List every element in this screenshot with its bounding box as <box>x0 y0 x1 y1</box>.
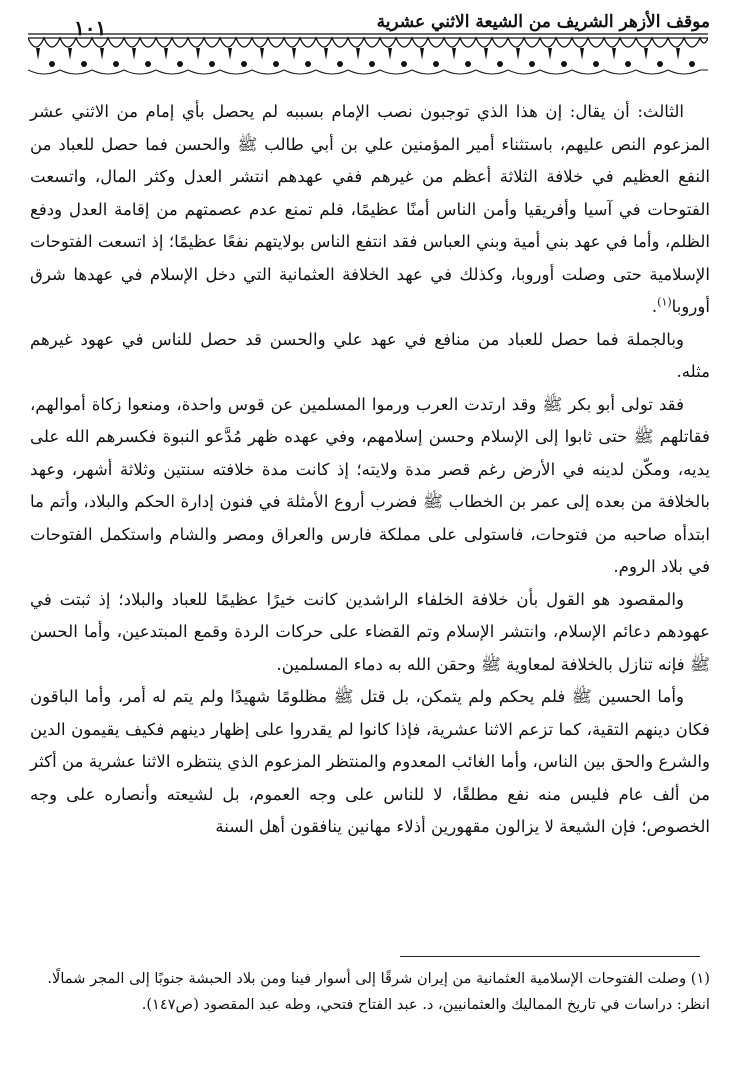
page-number: ١٠١ <box>74 16 107 40</box>
body-text <box>30 96 710 844</box>
footnote <box>30 966 710 1018</box>
footnote-line-1: (١) وصلت الفتوحات الإسلامية العثمانية من إيران شرقًا إلى أسوار فينا ومن بلاد الحبشة جنوبًا إلى المجر شمالًا. <box>47 970 710 987</box>
footnote-marker[interactable]: (١) <box>657 295 672 309</box>
running-title: موقف الأزهر الشريف من الشيعة الاثني عشرية <box>376 12 710 32</box>
paragraph-4: والمقصود هو القول بأن خلافة الخلفاء الراشدين كانت خيرًا عظيمًا للعباد والبلاد؛ إذ ثبتت في عهودهم دعائم الإسلام، وانتشر الإسلام وتم القضاء على حركات الردة وقمع المبتدعين، وأما الحسن ﷺ فإنه تنازل بالخلافة لمعاوية ﷺ وحقن الله به دماء المسلمين. <box>30 589 710 674</box>
footnote-line-2: انظر: دراسات في تاريخ المماليك والعثمانيين، د. عبد الفتاح فتحي، وطه عبد المقصود (ص١٤٧). <box>141 996 710 1013</box>
paragraph-2: وبالجملة فما حصل للعباد من منافع في عهد علي والحسن قد حصل للناس في عهود غيرهم مثله. <box>30 329 710 381</box>
paragraph-3: فقد تولى أبو بكر ﷺ وقد ارتدت العرب ورموا المسلمين عن قوس واحدة، ومنعوا زكاة أموالهم، فقاتلهم ﷺ حتى ثابوا إلى الإسلام وحسن إسلامهم، وفي عهده ظهر مُدَّعو النبوة فكسرهم الله على يديه، ومكّن لدينه في الأرض رغم قصر مدة ولايته؛ إذ كانت مدة خلافته سنتين وثلاثة أشهر، وعهد بالخلافة من بعده إلى عمر بن الخطاب ﷺ فضرب أروع الأمثلة في فنون إدارة الحكم والبلاد، وأتم ما ابتدأه صاحبه من فتوحات، فاستولى على مملكة فارس والعراق ومصر والشام واستكمل الفتوحات في بلاد الروم. <box>30 394 710 576</box>
arabesque-ornament-icon <box>28 30 708 78</box>
footnote-divider <box>400 956 700 957</box>
paragraph-1: الثالث: أن يقال: إن هذا الذي توجبون نصب الإمام بسببه لم يحصل بأي إمام من الاثني عشر المزعوم النص عليهم، باستثناء أمير المؤمنين علي بن أبي طالب ﷺ والحسن فما حصل للعباد من النفع العظيم في خلافة الثلاثة أعظم من غيرهم ففي عهدهم انتشر العدل وكثر المال، واتسعت الفتوحات في آسيا وأفريقيا وأمن الناس أمنًا عظيمًا، فلم تمنع عدم عصمتهم من إقامة العدل ودفع الظلم، وأما في عهد بني أمية وبني العباس فقد انتفع الناس بولايتهم نفعًا عظيمًا؛ إذ اتسعت الفتوحات الإسلامية حتى وصلت أوروبا، وكذلك في عهد الخلافة العثمانية التي دخل الإسلام في عهدها شرق أوروبا$^{(١)}$. <box>30 102 710 316</box>
paragraph-5: وأما الحسين ﷺ فلم يحكم ولم يتمكن، بل قتل ﷺ مظلومًا شهيدًا ولم يتم له أمر، وأما الباقون فكان دينهم التقية، كما تزعم الاثنا عشرية، فإذا كانوا لم يقدروا على إظهار دينهم فكيف يقيمون الدين والشرع والحق بين الناس، وأما الغائب المعدوم والمنتظر المزعوم الذي ينتظره الاثنا عشرية من أكثر من ألف عام فليس منه نفع مطلقًا، لا للناس على وجه العموم، بل لشيعته وأنصاره على وجه الخصوص؛ فإن الشيعة لا يزالون مقهورين أذلاء مهانين ينافقون أهل السنة <box>30 687 710 836</box>
